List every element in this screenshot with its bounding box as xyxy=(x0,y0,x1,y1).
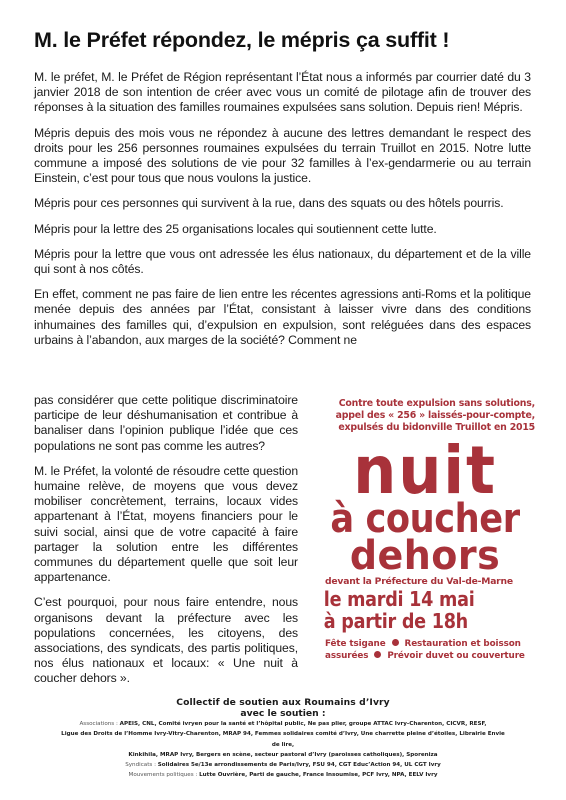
paragraph-2: Mépris depuis des mois vous ne répondez à aucune des lettres demandant le respect des droits pour les 256 personnes roumaines expulsées du terrain Truillot en 2015. Notre lutte commune a imposé des solutions de vie pour 32 familles à l’ex-gendarmerie ou au terrain Einstein, c’est pour tous que nous voulons la justice. xyxy=(34,125,531,186)
bullet-icon xyxy=(392,639,399,646)
poster-intro: Contre toute expulsion sans solutions, appel des « 256 » laissés-pour-compte, expulsés du bidonville Truillot en 2015 xyxy=(335,398,535,433)
synd-list: Solidaires 5e/13e arrondissements de Paris/Ivry, FSU 94, CGT Educ’Action 94, UL CGT Ivry xyxy=(157,762,441,769)
extra-restauration: Restauration et boisson xyxy=(404,639,521,649)
poster-place: devant la Préfecture du Val-de-Marne xyxy=(325,576,513,587)
footer-collectif: Collectif de soutien aux Roumains d’Ivry xyxy=(176,697,390,708)
footer-avec: avec le soutien : xyxy=(240,708,326,719)
paragraph-6-continued: pas considérer que cette politique discriminatoire participe de leur déshumanisation et contribue à banaliser dans l’opinion publique l’idée que ces populations ne sont pas comme les autres? xyxy=(34,393,298,453)
poster-date: le mardi 14 mai xyxy=(323,587,475,611)
paragraph-3: Mépris pour ces personnes qui survivent à la rue, dans des squats ou des hôtels pourris. xyxy=(34,196,504,211)
body-text-full-width xyxy=(34,70,531,348)
paragraph-1: M. le préfet, M. le Préfet de Région représentant l’État nous a informés par courrier daté du 3 janvier 2018 de son intention de créer avec vous un comité de pilotage afin de trouver des réponses à la situation des familles roumaines expulsées sans solution. Depuis rien! Mépris. xyxy=(34,70,531,115)
event-poster xyxy=(315,398,535,662)
paragraph-4: Mépris pour la lettre des 25 organisations locales qui soutiennent cette lutte. xyxy=(34,221,437,236)
assoc-line-3: Kinkihila, MRAP Ivry, Bergers en scène, secteur pastoral d’Ivry (paroisses catholiques), Sporeniza xyxy=(128,751,438,758)
paragraph-5: Mépris pour la lettre que vous ont adressée les élus nationaux, du département et de la ville qui sont à nos côtés. xyxy=(34,246,531,277)
poster-word-dehors: dehors xyxy=(349,533,501,579)
synd-label: Syndicats : xyxy=(125,762,156,769)
paragraph-8: C’est pourquoi, pour nous faire entendre, nous organisons devant la préfecture avec les populations concernées, les citoyens, des associations, des syndicats, des partis politiques, nos élus nationaux et locaux: « Une nuit à coucher dehors ». xyxy=(34,595,298,686)
assoc-label: Associations : xyxy=(79,721,118,727)
extra-duvet: Prévoir duvet ou couverture xyxy=(387,651,525,661)
poster-time: à partir de 18h xyxy=(323,609,468,633)
assoc-line-1: APEIS, CNL, Comité ivryen pour la santé et l’hôpital public, Ne pas plier, groupe ATTAC Ivry-Charenton, CICVR, RESF, xyxy=(119,721,487,727)
poster-word-coucher: à coucher xyxy=(330,496,520,542)
extra-assurees: assurées xyxy=(325,651,369,661)
pol-label: Mouvements politiques : xyxy=(128,772,198,779)
page-title: M. le Préfet répondez, le mépris ça suffit ! xyxy=(34,28,450,52)
bullet-icon xyxy=(374,651,381,658)
assoc-line-2: Ligue des Droits de l’Homme Ivry-Vitry-Charenton, MRAP 94, Femmes solidaires comité d’Ivry, Une charrette pleine d’étoiles, Librairie Envie de lire, xyxy=(61,731,505,748)
paragraph-6: En effet, comment ne pas faire de lien entre les récentes agressions anti-Roms et la politique menée depuis des années par l’État, consistant à laisser vivre dans des conditions inhumaines des familles qui, d’expulsion en expulsion, sont reléguées dans des espaces urbains à l’abandon, aux marges de la société? Comment ne xyxy=(34,287,531,347)
body-text-narrow-column xyxy=(34,393,298,697)
poster-extras xyxy=(315,638,535,662)
pol-list: Lutte Ouvrière, Parti de gauche, France Insoumise, PCF Ivry, NPA, EELV Ivry xyxy=(199,772,438,779)
footer-associations xyxy=(60,719,506,781)
footer-supporters xyxy=(60,697,506,781)
paragraph-7: M. le Préfet, la volonté de résoudre cette question humaine relève, de moyens que vous devez mobiliser concrètement, terrains, locaux vides appartenant à l’État, moyens financiers pour le suivi social, ainsi que de votre capacité à faire partager la solution entre les différentes communes du département quelle que soit leur appartenance. xyxy=(34,463,298,585)
extra-fete: Fête tsigane xyxy=(325,639,386,649)
poster-word-nuit: nuit xyxy=(353,432,497,509)
